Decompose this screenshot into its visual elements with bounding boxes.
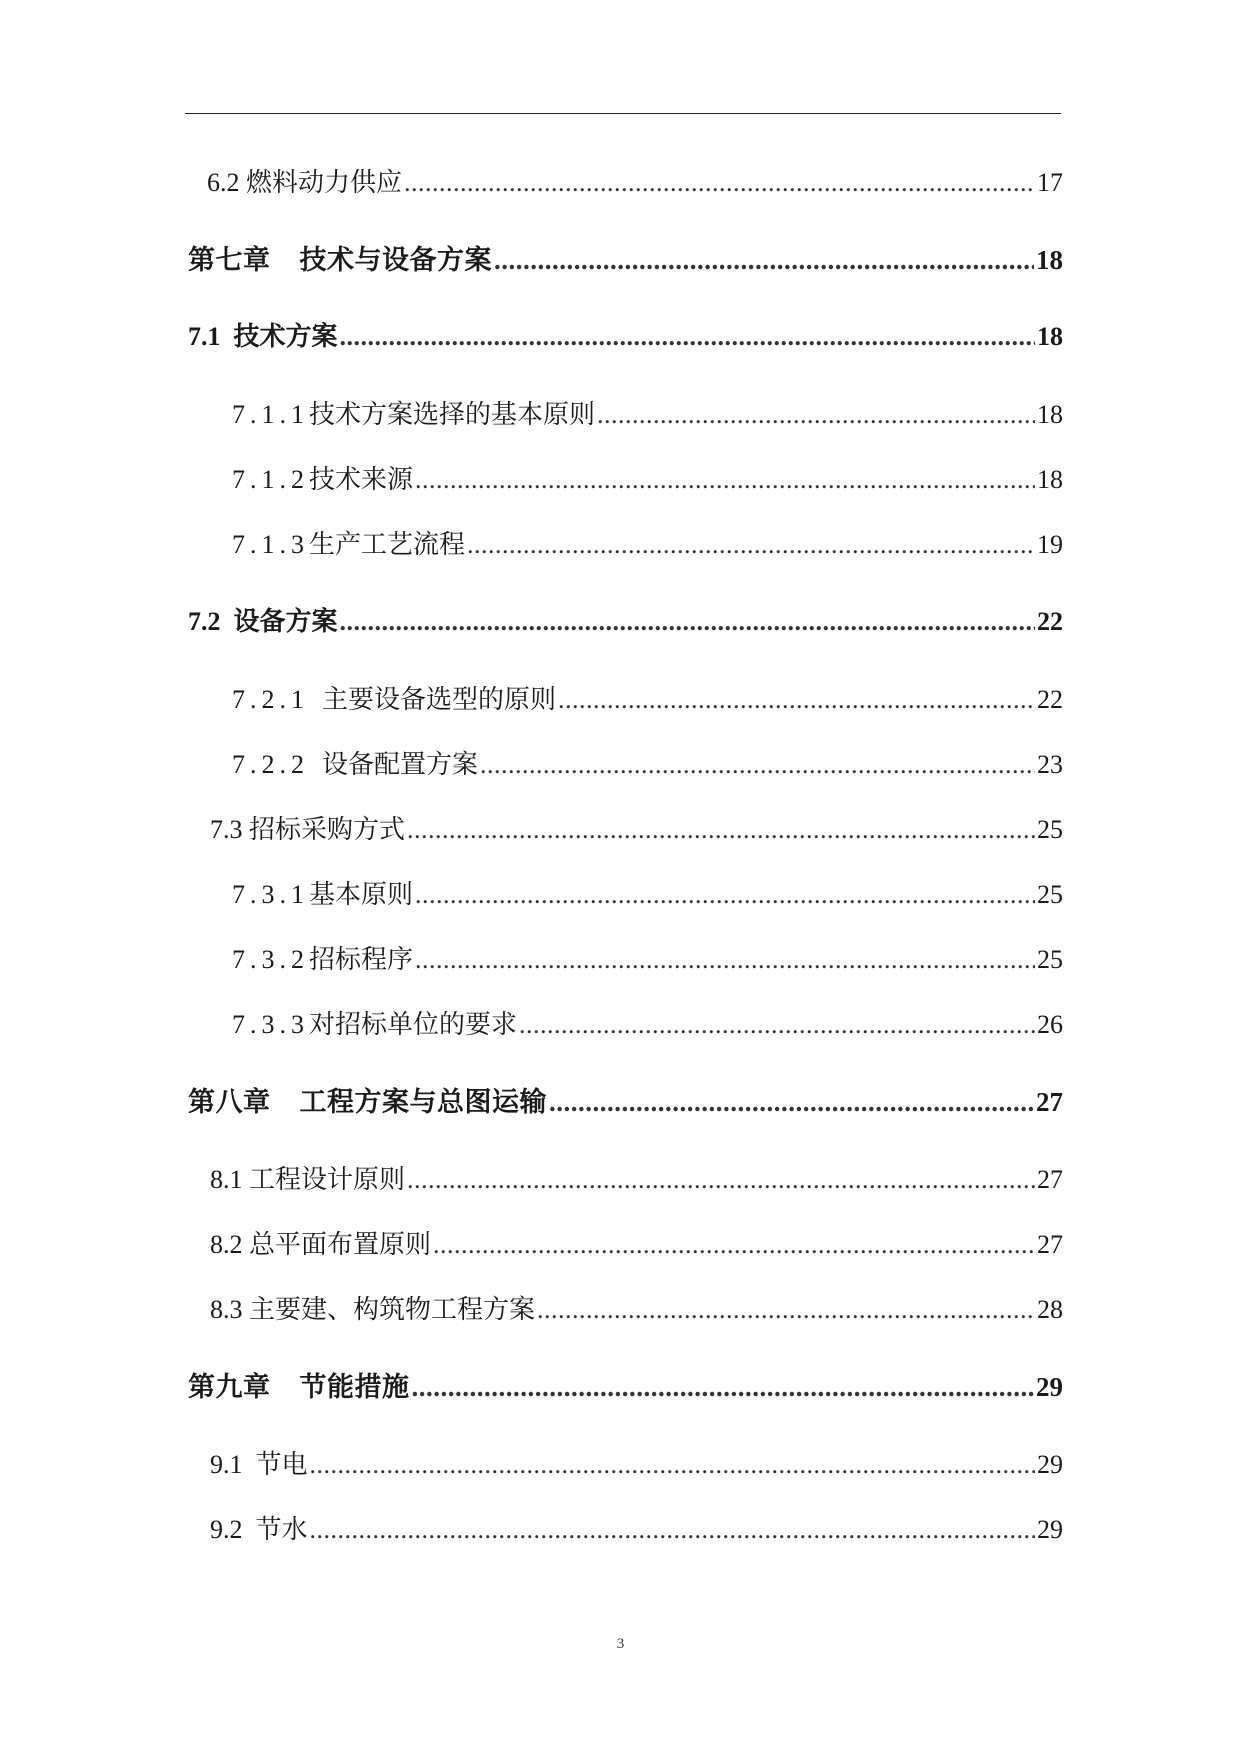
dot-leader xyxy=(480,748,1035,782)
toc-entry-label: 7.3.1基本原则 xyxy=(232,880,414,909)
dot-leader xyxy=(415,943,1035,977)
toc-entry[interactable] xyxy=(0,605,1241,639)
dot-leader xyxy=(415,878,1035,912)
dot-leader xyxy=(558,683,1035,717)
toc-entry-label: 8.1 工程设计原则 xyxy=(210,1165,406,1194)
dot-leader xyxy=(407,1163,1035,1197)
toc-page-number: 28 xyxy=(1037,1295,1063,1324)
dot-leader xyxy=(467,528,1035,562)
toc-entry-label: 9.2 节水 xyxy=(210,1515,308,1544)
toc-entry[interactable] xyxy=(0,1008,1241,1042)
toc-entry[interactable] xyxy=(0,528,1241,562)
toc-entry[interactable] xyxy=(0,813,1241,847)
dot-leader xyxy=(597,398,1035,432)
page-number: 3 xyxy=(616,1636,625,1652)
toc-entry-label: 第九章 节能措施 xyxy=(188,1372,410,1402)
toc-page-number: 18 xyxy=(1037,322,1063,351)
dot-leader xyxy=(310,1448,1035,1482)
toc-chapter-entry[interactable] xyxy=(0,1370,1241,1404)
toc-page-number: 27 xyxy=(1037,1230,1063,1259)
toc-entry-label: 7.1.2技术来源 xyxy=(232,465,414,494)
toc-entry-label: 第八章 工程方案与总图运输 xyxy=(188,1087,547,1117)
toc-entry-label: 7.1.3生产工艺流程 xyxy=(232,530,466,559)
dot-leader xyxy=(310,1513,1035,1547)
toc-chapter-entry[interactable] xyxy=(0,1085,1241,1119)
toc-page-number: 29 xyxy=(1036,1372,1063,1402)
toc-entry[interactable] xyxy=(0,398,1241,432)
toc-page-number: 27 xyxy=(1036,1087,1063,1117)
dot-leader xyxy=(537,1293,1035,1327)
toc-entry[interactable] xyxy=(0,320,1241,354)
toc-entry-label: 第七章 技术与设备方案 xyxy=(188,245,492,275)
toc-entry-label: 7.3.3对招标单位的要求 xyxy=(232,1010,518,1039)
toc-entry[interactable] xyxy=(0,683,1241,717)
toc-entry[interactable] xyxy=(0,166,1241,200)
toc-entry[interactable] xyxy=(0,1228,1241,1262)
dot-leader xyxy=(340,605,1035,639)
dot-leader xyxy=(340,320,1035,354)
toc-entry[interactable] xyxy=(0,1513,1241,1547)
toc-entry[interactable] xyxy=(0,943,1241,977)
toc-entry-label: 6.2 燃料动力供应 xyxy=(207,168,403,197)
toc-entry[interactable] xyxy=(0,1293,1241,1327)
toc-entry-label: 7.2 设备方案 xyxy=(188,607,338,636)
toc-entry[interactable] xyxy=(0,1448,1241,1482)
toc-page-number: 18 xyxy=(1036,245,1063,275)
toc-entry[interactable] xyxy=(0,463,1241,497)
toc-entry-label: 7.1 技术方案 xyxy=(188,322,338,351)
toc-entry-label: 7.2.1 主要设备选型的原则 xyxy=(232,685,557,714)
toc-entry-label: 8.2 总平面布置原则 xyxy=(210,1230,432,1259)
toc-page-number: 26 xyxy=(1037,1010,1063,1039)
header-rule xyxy=(185,113,1061,114)
dot-leader xyxy=(407,813,1035,847)
toc-page-number: 29 xyxy=(1037,1515,1063,1544)
toc-entry-label: 9.1 节电 xyxy=(210,1450,308,1479)
toc-entry-label: 7.3.2招标程序 xyxy=(232,945,414,974)
toc-entry[interactable] xyxy=(0,1163,1241,1197)
toc-page-number: 25 xyxy=(1037,945,1063,974)
toc-page-number: 29 xyxy=(1037,1450,1063,1479)
toc-page-number: 17 xyxy=(1037,168,1063,197)
toc-page-number: 18 xyxy=(1037,400,1063,429)
dot-leader xyxy=(519,1008,1035,1042)
toc-page-number: 25 xyxy=(1037,880,1063,909)
toc-entry[interactable] xyxy=(0,878,1241,912)
toc-page-number: 23 xyxy=(1037,750,1063,779)
dot-leader xyxy=(549,1085,1034,1119)
toc-page-number: 25 xyxy=(1037,815,1063,844)
dot-leader xyxy=(494,243,1034,277)
dot-leader xyxy=(415,463,1035,497)
toc-page-number: 22 xyxy=(1037,685,1063,714)
toc-page-number: 22 xyxy=(1037,607,1063,636)
toc-page-number: 27 xyxy=(1037,1165,1063,1194)
toc-entry[interactable] xyxy=(0,748,1241,782)
dot-leader xyxy=(433,1228,1035,1262)
dot-leader xyxy=(412,1370,1035,1404)
toc-entry-label: 7.3 招标采购方式 xyxy=(210,815,406,844)
toc-page-number: 18 xyxy=(1037,465,1063,494)
toc-entry-label: 7.1.1技术方案选择的基本原则 xyxy=(232,400,596,429)
dot-leader xyxy=(404,166,1035,200)
toc-page-number: 19 xyxy=(1037,530,1063,559)
toc-entry-label: 8.3 主要建、构筑物工程方案 xyxy=(210,1295,536,1324)
toc-entry-label: 7.2.2 设备配置方案 xyxy=(232,750,479,779)
toc-chapter-entry[interactable] xyxy=(0,243,1241,277)
